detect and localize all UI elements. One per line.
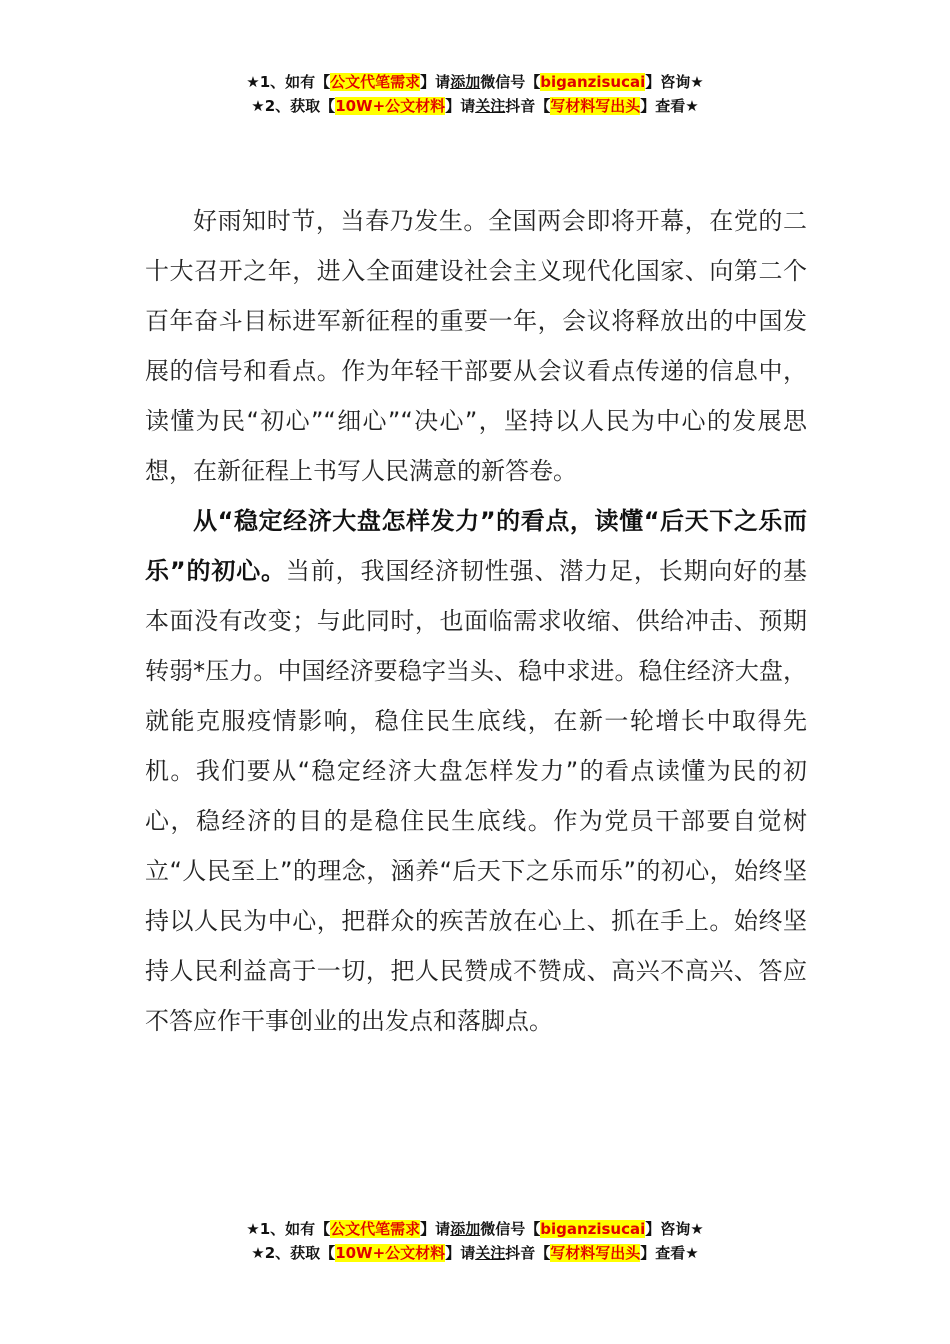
banner-text: ★2、获取【 bbox=[251, 97, 336, 115]
highlight-materials: 10W+公文材料 bbox=[335, 97, 446, 115]
banner-text: 微信号【 bbox=[480, 1220, 541, 1238]
underlined-follow: 关注 bbox=[475, 97, 506, 115]
banner-text: 】查看★ bbox=[640, 1244, 699, 1262]
banner-text: ★1、如有【 bbox=[246, 1220, 331, 1238]
highlight-materials: 10W+公文材料 bbox=[335, 1244, 446, 1262]
banner-text: ★1、如有【 bbox=[246, 73, 331, 91]
footer-banner-line-1 bbox=[0, 1217, 950, 1241]
underlined-add: 添加 bbox=[450, 1220, 481, 1238]
header-banner-line-1 bbox=[0, 70, 950, 94]
highlight-wechat-id: biganzisucai bbox=[540, 1220, 646, 1238]
document-body bbox=[145, 196, 807, 1046]
highlight-douyin-account: 写材料写出头 bbox=[550, 97, 641, 115]
banner-text: 微信号【 bbox=[480, 73, 541, 91]
banner-text: 】请 bbox=[445, 1244, 476, 1262]
highlight-service: 公文代笔需求 bbox=[330, 73, 421, 91]
header-banner-line-2 bbox=[0, 94, 950, 118]
banner-text: 】咨询★ bbox=[645, 1220, 704, 1238]
footer-banner bbox=[0, 1217, 950, 1265]
banner-text: 】请 bbox=[420, 73, 451, 91]
highlight-douyin-account: 写材料写出头 bbox=[550, 1244, 641, 1262]
banner-text: 抖音【 bbox=[505, 97, 551, 115]
banner-text: 】请 bbox=[420, 1220, 451, 1238]
highlight-service: 公文代笔需求 bbox=[330, 1220, 421, 1238]
paragraph-lead-heading: 从“稳定经济大盘怎样发力”的看点，读懂“后天下之乐而乐”的初心。 bbox=[145, 507, 807, 585]
banner-text: 抖音【 bbox=[505, 1244, 551, 1262]
underlined-add: 添加 bbox=[450, 73, 481, 91]
header-banner bbox=[0, 70, 950, 118]
paragraph-intro: 好雨知时节，当春乃发生。全国两会即将开幕，在党的二十大召开之年，进入全面建设社会主义现代化国家、向第二个百年奋斗目标进军新征程的重要一年，会议将释放出的中国发展的信号和看点。作为年轻干部要从会议看点传递的信息中，读懂为民“初心”“细心”“决心”，坚持以人民为中心的发展思想，在新征程上书写人民满意的新答卷。 bbox=[145, 207, 807, 485]
banner-text: 】查看★ bbox=[640, 97, 699, 115]
banner-text: 】咨询★ bbox=[645, 73, 704, 91]
banner-text: 】请 bbox=[445, 97, 476, 115]
banner-text: ★2、获取【 bbox=[251, 1244, 336, 1262]
footer-banner-line-2 bbox=[0, 1241, 950, 1265]
paragraph-body-text: 当前，我国经济韧性强、潜力足，长期向好的基本面没有改变；与此同时，也面临需求收缩、供给冲击、预期转弱*压力。中国经济要稳字当头、稳中求进。稳住经济大盘，就能克服疫情影响，稳住民生底线，在新一轮增长中取得先机。我们要从“稳定经济大盘怎样发力”的看点读懂为民的初心，稳经济的目的是稳住民生底线。作为党员干部要自觉树立“人民至上”的理念，涵养“后天下之乐而乐”的初心，始终坚持以人民为中心，把群众的疾苦放在心上、抓在手上。始终坚持人民利益高于一切，把人民赞成不赞成、高兴不高兴、答应不答应作干事创业的出发点和落脚点。 bbox=[145, 557, 807, 1035]
highlight-wechat-id: biganzisucai bbox=[540, 73, 646, 91]
underlined-follow: 关注 bbox=[475, 1244, 506, 1262]
paragraph-section-1 bbox=[145, 496, 807, 1046]
